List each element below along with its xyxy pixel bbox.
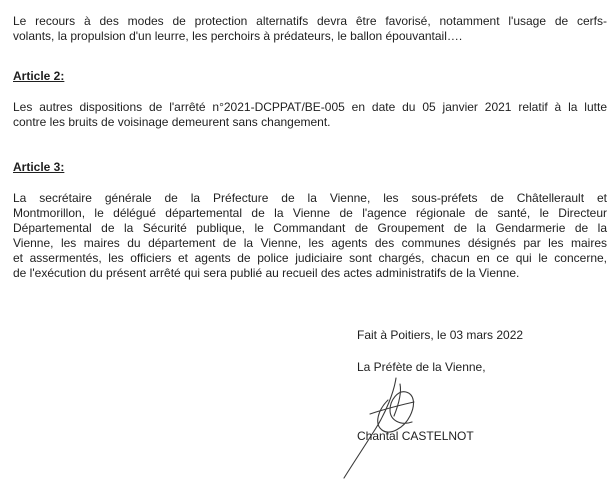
signature-stroke-hook (394, 384, 401, 416)
place-date: Fait à Poitiers, le 03 mars 2022 (357, 328, 524, 342)
article-3-paragraph (13, 191, 607, 281)
signatory-title: La Préfète de la Vienne, (357, 360, 486, 374)
article-3-line-1: La secrétaire générale de la Préfecture de la Vienne, les sous-préfets de Châtellerault et (13, 191, 607, 205)
article-3-line-3: Départemental de la Sécurité publique, le Commandant de Groupement de la Gendarmerie de la (13, 221, 607, 235)
article-2-heading: Article 2: (13, 69, 65, 83)
article-2-line-2: contre les bruits de voisinage demeurent sans changement. (13, 115, 331, 129)
handwritten-signature (330, 370, 460, 482)
article-2-line-1: Les autres dispositions de l'arrêté n°2021-DCPPAT/BE-005 en date du 05 janvier 2021 relatif à la lutte (13, 100, 607, 114)
article-3-heading: Article 3: (13, 160, 65, 174)
article-3-line-6: de l'exécution du présent arrêté qui sera publié au recueil des actes administratifs de la Vienne. (13, 266, 520, 280)
article-2-paragraph (13, 100, 607, 130)
intro-line-2: volants, la propulsion d'un leurre, les perchoirs à prédateurs, le ballon épouvantail…. (13, 29, 463, 43)
article-3-line-2: Montmorillon, le délégué départemental de la Vienne de l'agence régionale de santé, le Directeur (13, 206, 607, 220)
intro-line-1: Le recours à des modes de protection alternatifs devra être favorisé, notamment l'usage de cerfs- (13, 14, 607, 28)
signatory-name: Chantal CASTELNOT (357, 429, 474, 443)
intro-paragraph (13, 14, 607, 44)
article-3-line-4: Vienne, les maires du département de la Vienne, les agents des communes désignés par les maires (13, 236, 607, 250)
article-3-line-5: et assermentés, les officiers et agents de police judiciaire sont chargés, chacun en ce qui le concerne, (13, 251, 607, 265)
signature-stroke-cross (370, 402, 414, 414)
signature-stroke-long (344, 378, 396, 478)
